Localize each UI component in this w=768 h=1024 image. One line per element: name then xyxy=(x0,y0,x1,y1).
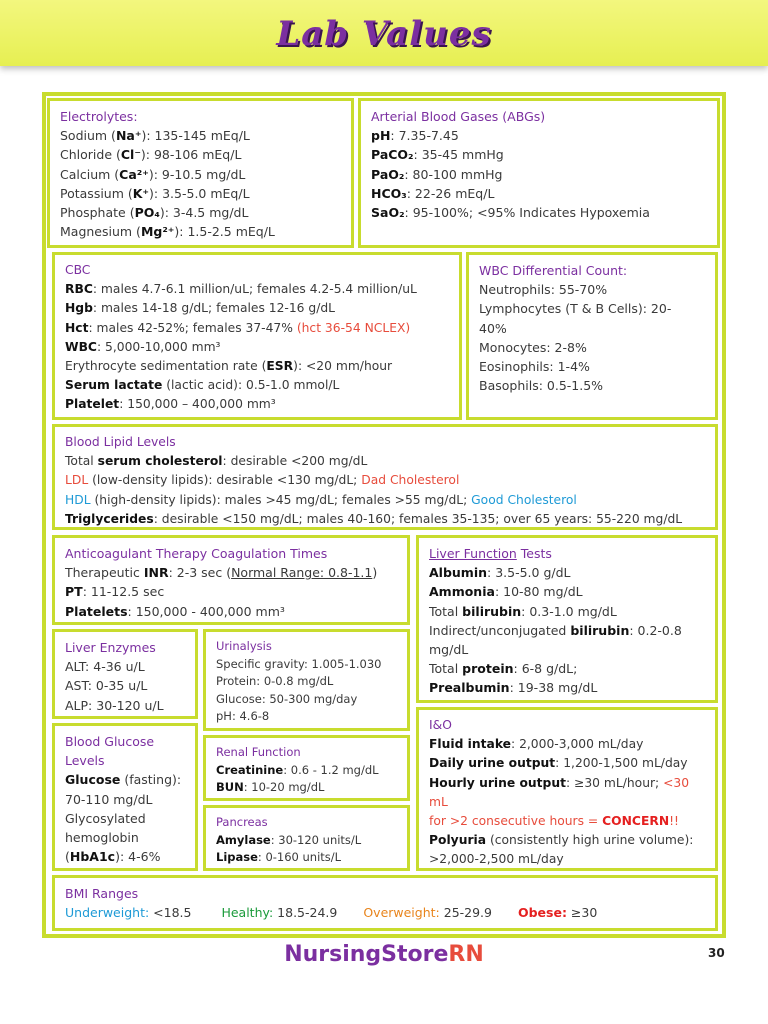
renal-creatinine: Creatinine: 0.6 - 1.2 mg/dL xyxy=(216,762,379,777)
io-concern: for >2 consecutive hours = CONCERN!! xyxy=(429,814,679,829)
electrolytes-panel xyxy=(47,98,354,248)
coag-panel xyxy=(52,535,410,625)
liver-function-panel xyxy=(416,535,718,703)
cbc-lactate: Serum lactate (lactic acid): 0.5-1.0 mmol/L xyxy=(65,378,340,393)
cbc-hgb: Hgb: males 14-18 g/dL; females 12-16 g/dL xyxy=(65,301,336,316)
urinalysis-line: Glucose: 50-300 mg/day xyxy=(216,691,358,706)
coag-inr: Therapeutic INR: 2-3 sec (Normal Range: 0.8-1.1) xyxy=(65,565,378,581)
coag-pt: PT: 11-12.5 sec xyxy=(65,584,165,600)
wbc-diff-line: Basophils: 0.5-1.5% xyxy=(479,378,604,394)
cbc-panel xyxy=(52,252,462,420)
glucose-heading-2: Levels xyxy=(65,753,105,769)
electrolyte-line: Magnesium (Mg²⁺): 1.5-2.5 mEq/L xyxy=(60,224,275,240)
coag-heading: Anticoagulant Therapy Coagulation Times xyxy=(65,546,328,561)
wbc-diff-heading: WBC Differential Count: xyxy=(479,263,628,278)
bmi-heading: BMI Ranges xyxy=(65,886,139,901)
pancreas-panel xyxy=(203,805,410,871)
electrolyte-line: Chloride (Cl⁻): 98-106 mEq/L xyxy=(60,147,242,163)
glucose-heading-1: Blood Glucose xyxy=(65,734,155,749)
abg-line: PaCO₂: 35-45 mmHg xyxy=(371,147,504,163)
lipid-hdl: HDL (high-density lipids): males >45 mg/dL; females >55 mg/dL; Good Cholesterol xyxy=(65,492,577,507)
liver-prealbumin: Prealbumin: 19-38 mg/dL xyxy=(429,680,598,696)
urinalysis-line: Specific gravity: 1.005-1.030 xyxy=(216,656,382,671)
pancreas-lipase: Lipase: 0-160 units/L xyxy=(216,850,342,864)
liver-enzymes-heading: Liver Enzymes xyxy=(65,640,156,655)
io-heading: I&O xyxy=(429,718,452,732)
liver-albumin: Albumin: 3.5-5.0 g/dL xyxy=(429,565,571,581)
wbc-diff-line: 40% xyxy=(479,320,507,336)
wbc-diff-line: Eosinophils: 1-4% xyxy=(479,359,590,375)
liver-enzyme-line: ALP: 30-120 u/L xyxy=(65,697,164,713)
liver-bilirubin: Total bilirubin: 0.3-1.0 mg/dL xyxy=(429,603,617,619)
io-polyuria-range: >2,000-2,500 mL/day xyxy=(429,852,564,867)
bmi-panel xyxy=(52,875,718,931)
lipid-ldl: LDL (low-density lipids): desirable <130 mg/dL; Dad Cholesterol xyxy=(65,473,460,488)
io-polyuria: Polyuria (consistently high urine volume): xyxy=(429,833,694,848)
abg-line: PaO₂: 80-100 mmHg xyxy=(371,166,503,182)
page-number: 30 xyxy=(708,946,725,960)
urinalysis-line: pH: 4.6-8 xyxy=(216,709,270,723)
wbc-diff-line: Monocytes: 2-8% xyxy=(479,339,587,355)
liver-ammonia: Ammonia: 10-80 mg/dL xyxy=(429,584,583,600)
page-title: Lab Values xyxy=(276,14,492,54)
hba1c-label-1: Glycosylated xyxy=(65,810,146,826)
liver-function-heading: Liver Function Tests xyxy=(429,546,552,561)
urinalysis-heading: Urinalysis xyxy=(216,639,272,653)
electrolyte-line: Potassium (K⁺): 3.5-5.0 mEq/L xyxy=(60,185,250,201)
renal-heading: Renal Function xyxy=(216,745,301,759)
hba1c-label-2: hemoglobin xyxy=(65,830,139,846)
cbc-hct: Hct: males 42-52%; females 37-47% (hct 36-54 NCLEX) xyxy=(65,320,411,335)
pancreas-heading: Pancreas xyxy=(216,815,268,829)
liver-protein: Total protein: 6-8 g/dL; xyxy=(429,661,578,677)
abg-panel xyxy=(358,98,720,248)
electrolytes-heading: Electrolytes: xyxy=(60,109,138,124)
pancreas-amylase: Amylase: 30-120 units/L xyxy=(216,832,362,847)
io-panel xyxy=(416,707,718,871)
renal-bun: BUN: 10-20 mg/dL xyxy=(216,780,325,794)
wbc-diff-panel xyxy=(466,252,718,420)
cbc-rbc: RBC: males 4.7-6.1 million/uL; females 4.2-5.4 million/uL xyxy=(65,282,417,297)
io-daily-output: Daily urine output: 1,200-1,500 mL/day xyxy=(429,756,688,771)
blood-glucose-panel xyxy=(52,723,198,871)
electrolyte-line: Calcium (Ca²⁺): 9-10.5 mg/dL xyxy=(60,166,246,182)
electrolyte-line: Sodium (Na⁺): 135-145 mEq/L xyxy=(60,128,250,144)
wbc-diff-line: Neutrophils: 55-70% xyxy=(479,282,608,298)
title-bar xyxy=(0,0,768,66)
brand-logo: NursingStoreRN xyxy=(284,942,484,967)
cbc-wbc: WBC: 5,000-10,000 mm³ xyxy=(65,339,221,354)
liver-enzymes-panel xyxy=(52,629,198,719)
electrolyte-line: Phosphate (PO₄): 3-4.5 mg/dL xyxy=(60,205,249,221)
abg-line: SaO₂: 95-100%; <95% Indicates Hypoxemia xyxy=(371,205,650,221)
abg-line: HCO₃: 22-26 mEq/L xyxy=(371,185,495,201)
glucose-range: 70-110 mg/dL xyxy=(65,791,153,807)
liver-indirect-bilirubin: Indirect/unconjugated bilirubin: 0.2-0.8 xyxy=(429,622,682,638)
abg-heading: Arterial Blood Gases (ABGs) xyxy=(371,109,546,124)
renal-panel xyxy=(203,735,410,801)
cbc-esr: Erythrocyte sedimentation rate (ESR): <20 mm/hour xyxy=(65,359,393,374)
glucose-fasting: Glucose (fasting): xyxy=(65,772,182,788)
liver-enzyme-line: ALT: 4-36 u/L xyxy=(65,659,145,675)
coag-platelets: Platelets: 150,000 - 400,000 mm³ xyxy=(65,603,285,619)
abg-line: pH: 7.35-7.45 xyxy=(371,128,459,144)
bmi-ranges: Underweight: <18.5 Healthy: 18.5-24.9 Overweight: 25-29.9 Obese: ≥30 xyxy=(65,905,598,921)
cbc-platelet: Platelet: 150,000 – 400,000 mm³ xyxy=(65,397,276,412)
wbc-diff-line: Lymphocytes (T & B Cells): 20- xyxy=(479,301,672,317)
liver-enzyme-line: AST: 0-35 u/L xyxy=(65,678,148,694)
urinalysis-panel xyxy=(203,629,410,731)
lipids-heading: Blood Lipid Levels xyxy=(65,435,176,449)
io-hourly-output: Hourly urine output: ≥30 mL/hour; <30 mL xyxy=(429,775,690,809)
cbc-heading: CBC xyxy=(65,263,91,277)
lipids-panel xyxy=(52,424,718,530)
lipid-total: Total serum cholesterol: desirable <200 mg/dL xyxy=(65,454,368,469)
hba1c-value: (HbA1c): 4-6% xyxy=(65,849,161,865)
io-fluid-intake: Fluid intake: 2,000-3,000 mL/day xyxy=(429,737,644,752)
lipid-triglycerides: Triglycerides: desirable <150 mg/dL; males 40-160; females 35-135; over 65 years: 55-220 mg/dL xyxy=(65,511,683,526)
urinalysis-line: Protein: 0-0.8 mg/dL xyxy=(216,674,334,688)
liver-indirect-bilirubin-cont: mg/dL xyxy=(429,642,469,658)
